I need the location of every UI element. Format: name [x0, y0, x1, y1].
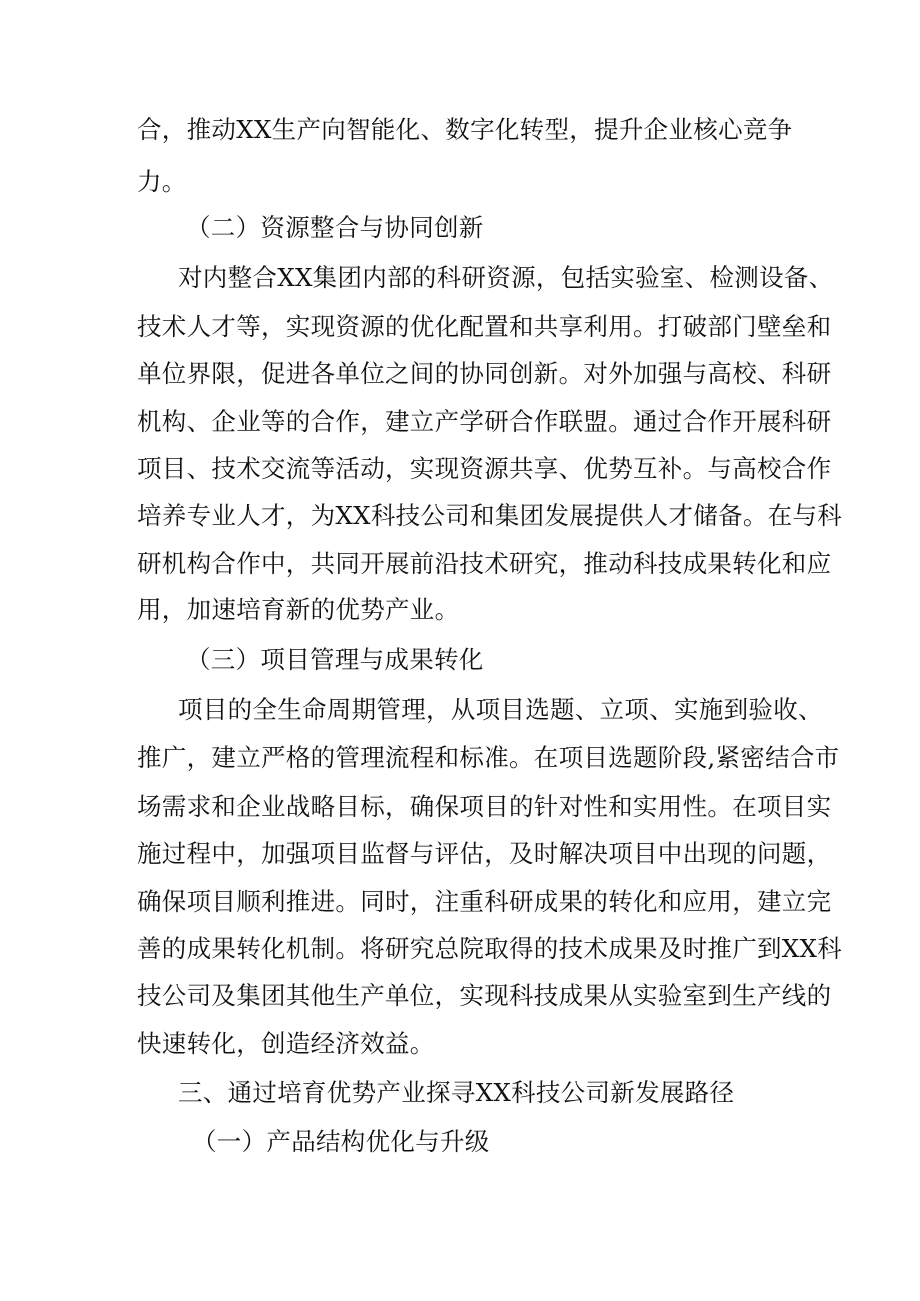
paragraph-line: 力。: [137, 167, 187, 196]
paragraph-line: 用，加速培育新的优势产业。: [137, 595, 460, 624]
paragraph-line: 确保项目顺利推进。同时，注重科研成果的转化和应用，建立完: [137, 887, 832, 916]
paragraph-line: 技术人才等，实现资源的优化配置和共享利用。打破部门壁垒和: [137, 312, 832, 341]
chapter-heading: 三、通过培育优势产业探寻XX科技公司新发展路径: [178, 1078, 735, 1107]
paragraph-line: 技公司及集团其他生产单位，实现科技成果从实验室到生产线的: [137, 981, 832, 1010]
paragraph-line: 施过程中，加强项目监督与评估，及时解决项目中出现的问题，: [137, 839, 832, 868]
paragraph-line: 研机构合作中，共同开展前沿技术研究，推动科技成果转化和应: [137, 549, 832, 578]
paragraph-line: 合，推动XX生产向智能化、数字化转型，提升企业核心竞争: [137, 115, 793, 144]
section-heading: （一）产品结构优化与升级: [192, 1127, 490, 1156]
paragraph-line: 培养专业人才，为XX科技公司和集团发展提供人才储备。在与科: [137, 501, 843, 530]
paragraph-line: 场需求和企业战略目标，确保项目的针对性和实用性。在项目实: [137, 792, 832, 821]
section-heading: （二）资源整合与协同创新: [186, 213, 484, 242]
paragraph-line: 单位界限，促进各单位之间的协同创新。对外加强与高校、科研: [137, 359, 832, 388]
paragraph-line: 快速转化，创造经济效益。: [137, 1029, 435, 1058]
paragraph-line: 机构、企业等的合作，建立产学研合作联盟。通过合作开展科研: [137, 407, 832, 436]
paragraph-line: 善的成果转化机制。将研究总院取得的技术成果及时推广到XX科: [137, 934, 843, 963]
section-heading: （三）项目管理与成果转化: [186, 645, 484, 674]
paragraph-line: 项目、技术交流等活动，实现资源共享、优势互补。与高校合作: [137, 454, 832, 483]
paragraph-line: 推广，建立严格的管理流程和标准。在项目选题阶段,紧密结合市: [137, 743, 840, 772]
paragraph-line: 项目的全生命周期管理，从项目选题、立项、实施到验收、: [178, 695, 823, 724]
paragraph-line: 对内整合XX集团内部的科研资源，包括实验室、检测设备、: [178, 263, 834, 292]
